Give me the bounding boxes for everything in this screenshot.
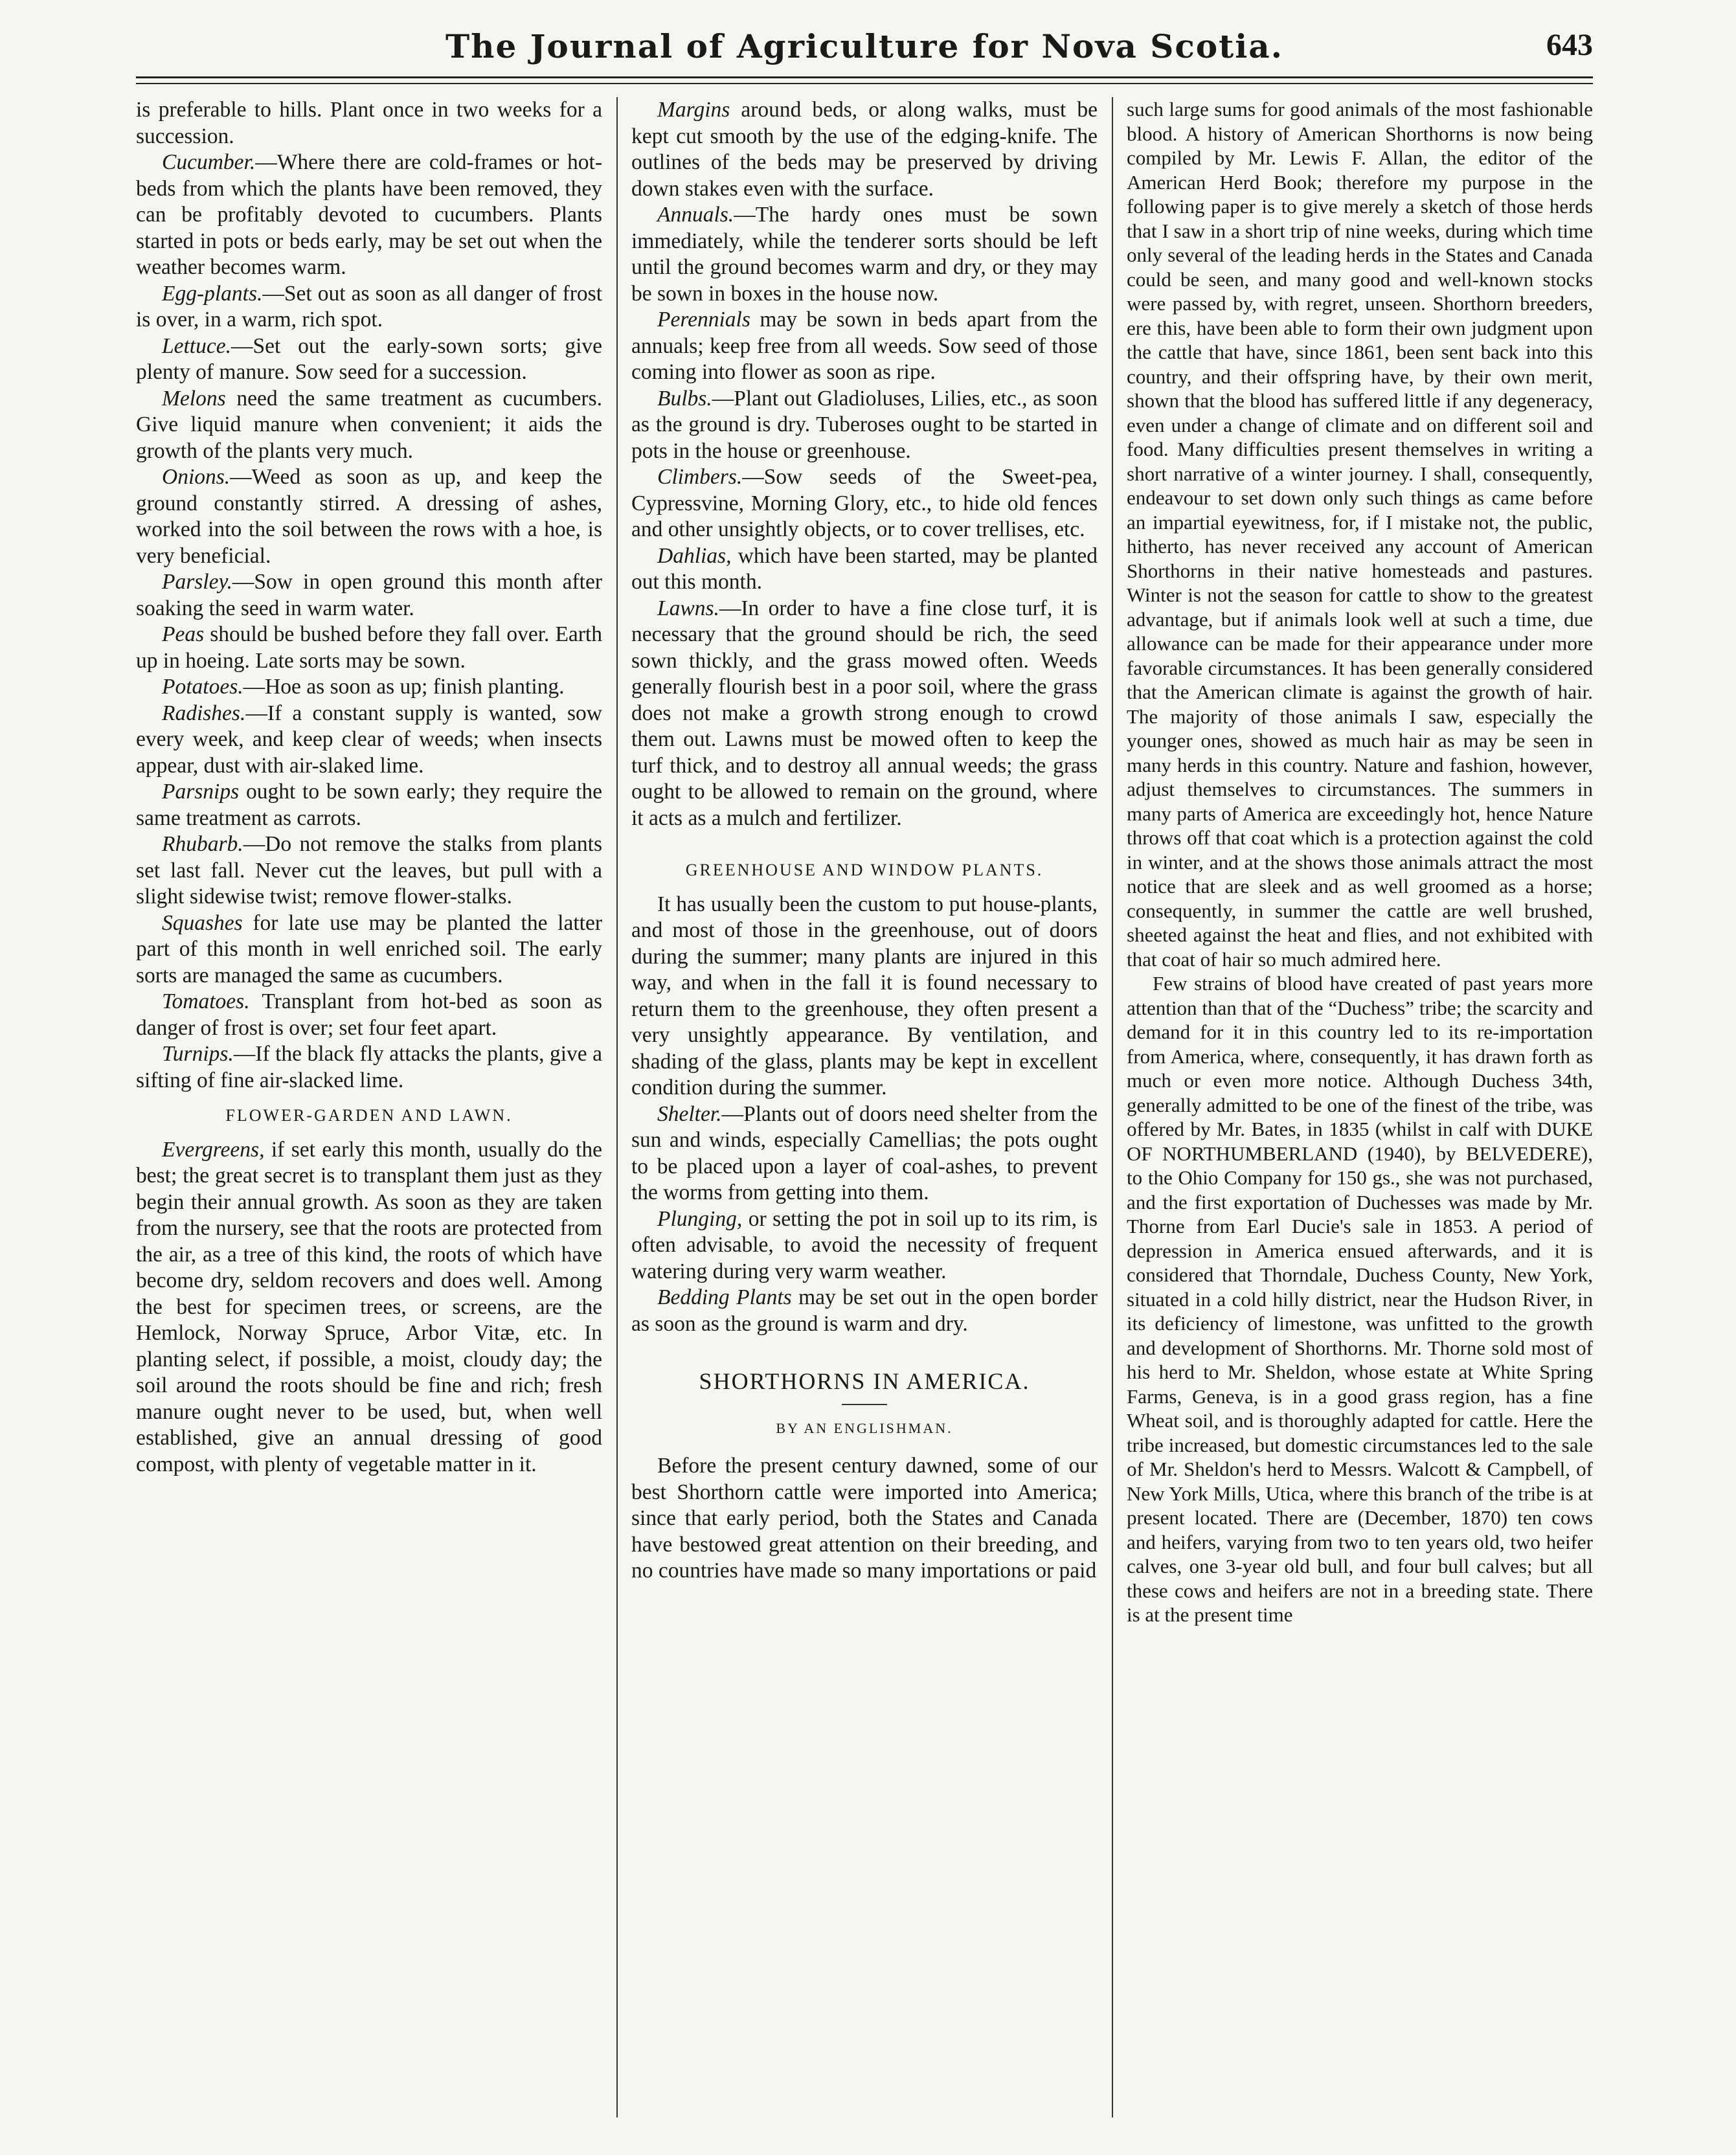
entry-lead: Shelter. <box>657 1101 722 1126</box>
column-divider <box>1112 97 1113 2117</box>
entry-lead: Parsnips <box>162 780 240 804</box>
entry-text: —If the black fly attacks the plants, give a sifting of fine air-slacked lime. <box>136 1042 602 1092</box>
garden-entry <box>136 150 602 281</box>
garden-entry <box>136 831 602 910</box>
title-rule <box>842 1404 887 1405</box>
garden-entry <box>136 779 602 831</box>
entry-lead: Lettuce. <box>162 333 231 358</box>
entry-lead: Evergreens, <box>162 1137 265 1162</box>
article-byline: BY AN ENGLISHMAN. <box>776 1419 953 1436</box>
entry-text: —In order to have a fine close turf, it is necessary that the ground should be rich, the seed sown thickly, and the grass mowed often. Weeds generally flourish best in a poor soil, where the grass does not make a growth strong enough to crowd them out. Lawns must be mowed often to keep the turf thick, and to destroy all annual weeds; the grass ought to be allowed to remain on the ground, where it acts as a mulch and fertilizer. <box>631 596 1098 830</box>
entry-lead: Egg-plants. <box>162 281 263 306</box>
article-intro: Before the present century dawned, some of our best Shorthorn cattle were imported into America; since that early period, both the States and Canada have bestowed great attention on their breeding, and no countries have made so many importations or paid <box>631 1454 1098 1583</box>
garden-entry <box>136 701 602 780</box>
garden-entry <box>631 1101 1098 1206</box>
entry-text: which have been started, may be planted out this month. <box>631 543 1098 594</box>
garden-entry <box>631 307 1098 386</box>
garden-entry <box>631 1285 1098 1337</box>
garden-entry <box>136 569 602 622</box>
garden-entry <box>136 1041 602 1094</box>
page-number: 643 <box>1546 28 1593 62</box>
article-title: SHORTHORNS IN AMERICA. <box>699 1368 1030 1394</box>
entry-lead: Perennials <box>657 308 750 332</box>
entry-text: —Set out the early-sown sorts; give plenty of manure. Sow seed for a succession. <box>136 333 602 384</box>
entry-lead: Squashes <box>162 910 243 935</box>
garden-entry <box>136 910 602 989</box>
article-paragraph: such large sums for good animals of the most fashionable blood. A history of American Shorthorns is now being compiled by Mr. Lewis F. Allan, the editor of the American Herd Book; therefore my purpose in the following paper is to give merely a sketch of those herds that I saw in a short trip of nine weeks, during which time only several of the leading herds in the States and Canada could be seen, and many good and well-known stocks were passed by, with regret, unseen. Shorthorn breeders, ere this, have been able to form their own judgment upon the cattle that have, since 1861, been sent back into this country, and their offspring have, by their own merit, shown that the blood has suffered little if any degeneracy, even under a change of climate and on different soil and food. Many difficulties present themselves in writing a short narrative of a winter journey. I shall, consequently, endeavour to set down only such things as came before an impartial eyewitness, for, if I mistake not, the public, hitherto, has never received any account of American Shorthorns in their native homesteads and pastures. Winter is not the season for cattle to show to the greatest advantage, but if animals look well at such a time, due allowance can be made for their appearance under more favorable circumstances. It has been generally considered that the American climate is against the growth of hair. The majority of those animals I saw, especially the younger ones, showed as much hair as may be seen in many herds in this country. Nature and fashion, however, adjust themselves to circumstances. The summers in many parts of America are exceedingly hot, hence Nature throws off that coat which is a protection against the cold in winter, and at the shows those animals attract the most notice that are sleek and as well groomed as a horse; consequently, in summer the cattle are well brushed, sheeted against the heat and flies, and not exhibited with that coat of hair so much admired here. <box>1127 98 1593 971</box>
column-middle <box>631 97 1098 2117</box>
garden-entry <box>136 1137 602 1478</box>
entry-text: —Sow in open ground this month after soaking the seed in warm water. <box>136 570 602 620</box>
garden-entry <box>136 464 602 569</box>
page-header <box>136 19 1593 71</box>
entry-text: —The hardy ones must be sown immediately, while the tenderer sorts should be left until the ground becomes warm and dry, or they may be sown in boxes in the house now. <box>631 203 1098 306</box>
entry-lead: Climbers. <box>657 465 743 489</box>
garden-entry <box>136 674 602 701</box>
header-rule <box>136 76 1593 78</box>
entry-lead: Melons <box>162 386 226 411</box>
entry-text: It has usually been the custom to put house-plants, and most of those in the greenhouse, out of doors during the summer; many plants are injured in this way, and when in the fall it is found necessary to return them to the greenhouse, they often present a very unsightly appearance. By ventilation, and shading of the glass, plants may be kept in excellent condition during the summer. <box>631 892 1098 1100</box>
entry-text: —Plant out Gladioluses, Lilies, etc., as soon as the ground is dry. Tuberoses ought to be started in pots in the house or greenhouse. <box>631 386 1098 463</box>
garden-entry <box>631 202 1098 307</box>
entry-lead: Tomatoes. <box>162 989 250 1013</box>
entry-text: if set early this month, usually do the best; the great secret is to transplant them just as they begin their annual growth. As soon as they are taken from the nursery, see that the roots are protected from the air, as a tree of this kind, the roots of which have become dry, seldom recovers and does well. Among the best for specimen trees, or screens, are the Hemlock, Norway Spruce, Arbor Vitæ, etc. In planting select, if possible, a moist, cloudy day; the soil around the roots should be fine and rich; fresh manure ought never to be used, but, when well established, give an annual dressing of good compost, with plenty of vegetable matter in it. <box>136 1137 602 1476</box>
entry-text: may be sown in beds apart from the annuals; keep free from all weeds. Sow seed of those coming into flower as soon as ripe. <box>631 308 1098 384</box>
flower-garden-notes <box>136 1137 602 1478</box>
entry-lead: Plunging, <box>657 1206 743 1231</box>
entry-text: around beds, or along walks, must be kept cut smooth by the use of the edging-knife. The outlines of the beds may be preserved by driving down stakes even with the surface. <box>631 98 1098 201</box>
entry-lead: Rhubarb. <box>162 832 243 856</box>
garden-entry <box>631 596 1098 832</box>
garden-entry <box>136 622 602 674</box>
entry-lead: Parsley. <box>162 570 232 594</box>
entry-lead: Bulbs. <box>657 386 712 411</box>
entry-lead: Potatoes. <box>162 675 243 699</box>
entry-lead: Peas <box>162 622 205 646</box>
entry-text: —If a constant supply is wanted, sow every week, and keep clear of weeds; when insects appear, dust with air-slaked lime. <box>136 701 602 778</box>
flower-garden-notes-continued <box>631 97 1098 831</box>
garden-entry <box>631 892 1098 1101</box>
entry-text: —Do not remove the stalks from plants set last fall. Never cut the leaves, but pull with a slight sidewise twist; remove flower-stalks. <box>136 832 602 908</box>
entry-lead: Margins <box>657 98 730 122</box>
entry-text: Transplant from hot-bed as soon as danger of frost is over; set four feet apart. <box>136 989 602 1040</box>
entry-lead: Turnips. <box>162 1042 234 1066</box>
garden-entry <box>136 989 602 1041</box>
article-paragraph: Few strains of blood have created of past years more attention than that of the “Duchess” tribe; the scarcity and demand for it in this country led to its re-importation from America, where, consequently, it has drawn forth as much or even more notice. Although Duchess 34th, generally admitted to be one of the finest of the tribe, was offered by Mr. Bates, in 1835 (whilst in calf with DUKE OF NORTHUMBERLAND (1940), by BELVEDERE), to the Ohio Company for 150 gs., she was not purchased, and the first exportation of Duchesses was made by Mr. Thorne from Earl Ducie's sale in 1853. A period of depression in America ensued afterwards, and it is considered that Thorndale, Duchess County, New York, situated in a cold hilly district, near the Hudson River, in its deficiency of limestone, was unfitted to the growth and development of Shorthorns. Mr. Thorne sold most of his herd to Mr. Sheldon, whose estate at White Spring Farms, Geneva, is in a good grass region, has a fine Wheat soil, and is thoroughly adapted for cattle. Here the tribe increased, but domestic circumstances led to the sale of Mr. Sheldon's herd to Messrs. Walcott & Campbell, of New York Mills, Utica, where this branch of the tribe is at present located. There are (December, 1870) ten cows and heifers, varying from two to ten years old, two heifer calves, one 3-year old bull, and four bull calves; but all these cows and heifers are not in a breeding state. There is at the present time <box>1127 972 1593 1626</box>
journal-page <box>136 0 1593 2155</box>
vegetable-garden-notes <box>136 97 602 1094</box>
garden-entry <box>136 97 602 150</box>
entry-text: for late use may be planted the latter part of this month in well enriched soil. The early sorts are managed the same as cucumbers. <box>136 910 602 987</box>
entry-text: —Weed as soon as up, and keep the ground constantly stirred. A dressing of ashes, worked into the soil between the rows with a hoe, is very beneficial. <box>136 465 602 568</box>
garden-entry <box>631 1206 1098 1285</box>
section-heading-flower-garden: FLOWER-GARDEN AND LAWN. <box>225 1106 513 1125</box>
entry-text: —Sow seeds of the Sweet-pea, Cypressvine, Morning Glory, etc., to hide old fences and other unsightly objects, or to cover trellises, etc. <box>631 465 1098 541</box>
garden-entry <box>631 386 1098 465</box>
entry-text: should be bushed before they fall over. Earth up in hoeing. Late sorts may be sown. <box>136 622 602 673</box>
entry-lead: Bedding Plants <box>657 1285 792 1309</box>
entry-lead: Radishes. <box>162 701 246 725</box>
section-heading-greenhouse: GREENHOUSE AND WINDOW PLANTS. <box>685 861 1044 879</box>
entry-text: —Set out as soon as all danger of frost is over, in a warm, rich spot. <box>136 281 602 332</box>
entry-lead: Annuals. <box>657 203 734 227</box>
journal-title: The Journal of Agriculture for Nova Scotia. <box>445 27 1284 65</box>
greenhouse-notes <box>631 892 1098 1338</box>
entry-text: —Plants out of doors need shelter from the sun and winds, especially Camellias; the pots ought to be placed upon a layer of coal-ashes, to prevent the worms from getting into them. <box>631 1101 1098 1204</box>
entry-lead: Onions. <box>162 465 231 489</box>
entry-text: —Where there are cold-frames or hot-beds from which the plants have been removed, they can be profitably devoted to cucumbers. Plants started in pots or beds early, may be set out when the weather becomes warm. <box>136 150 602 279</box>
entry-text: or setting the pot in soil up to its rim, is often advisable, to avoid the necessity of frequent watering during very warm weather. <box>631 1206 1098 1283</box>
column-left <box>136 97 602 2117</box>
garden-entry <box>631 543 1098 596</box>
entry-text: is preferable to hills. Plant once in two weeks for a succession. <box>136 98 602 148</box>
garden-entry <box>631 464 1098 543</box>
entry-lead: Dahlias, <box>657 543 732 568</box>
entry-lead: Lawns. <box>657 596 719 620</box>
entry-lead: Cucumber. <box>162 150 256 174</box>
garden-entry <box>136 281 602 333</box>
column-right <box>1127 97 1593 2117</box>
column-divider <box>616 97 618 2117</box>
garden-entry <box>136 333 602 386</box>
garden-entry <box>136 386 602 465</box>
entry-text: need the same treatment as cucumbers. Give liquid manure when convenient; it aids the growth of the plants very much. <box>136 386 602 463</box>
garden-entry <box>631 97 1098 202</box>
header-rule-thin <box>136 83 1593 84</box>
entry-text: may be set out in the open border as soon as the ground is warm and dry. <box>631 1285 1098 1336</box>
entry-text: ought to be sown early; they require the same treatment as carrots. <box>136 780 602 830</box>
entry-text: —Hoe as soon as up; finish planting. <box>243 675 565 699</box>
